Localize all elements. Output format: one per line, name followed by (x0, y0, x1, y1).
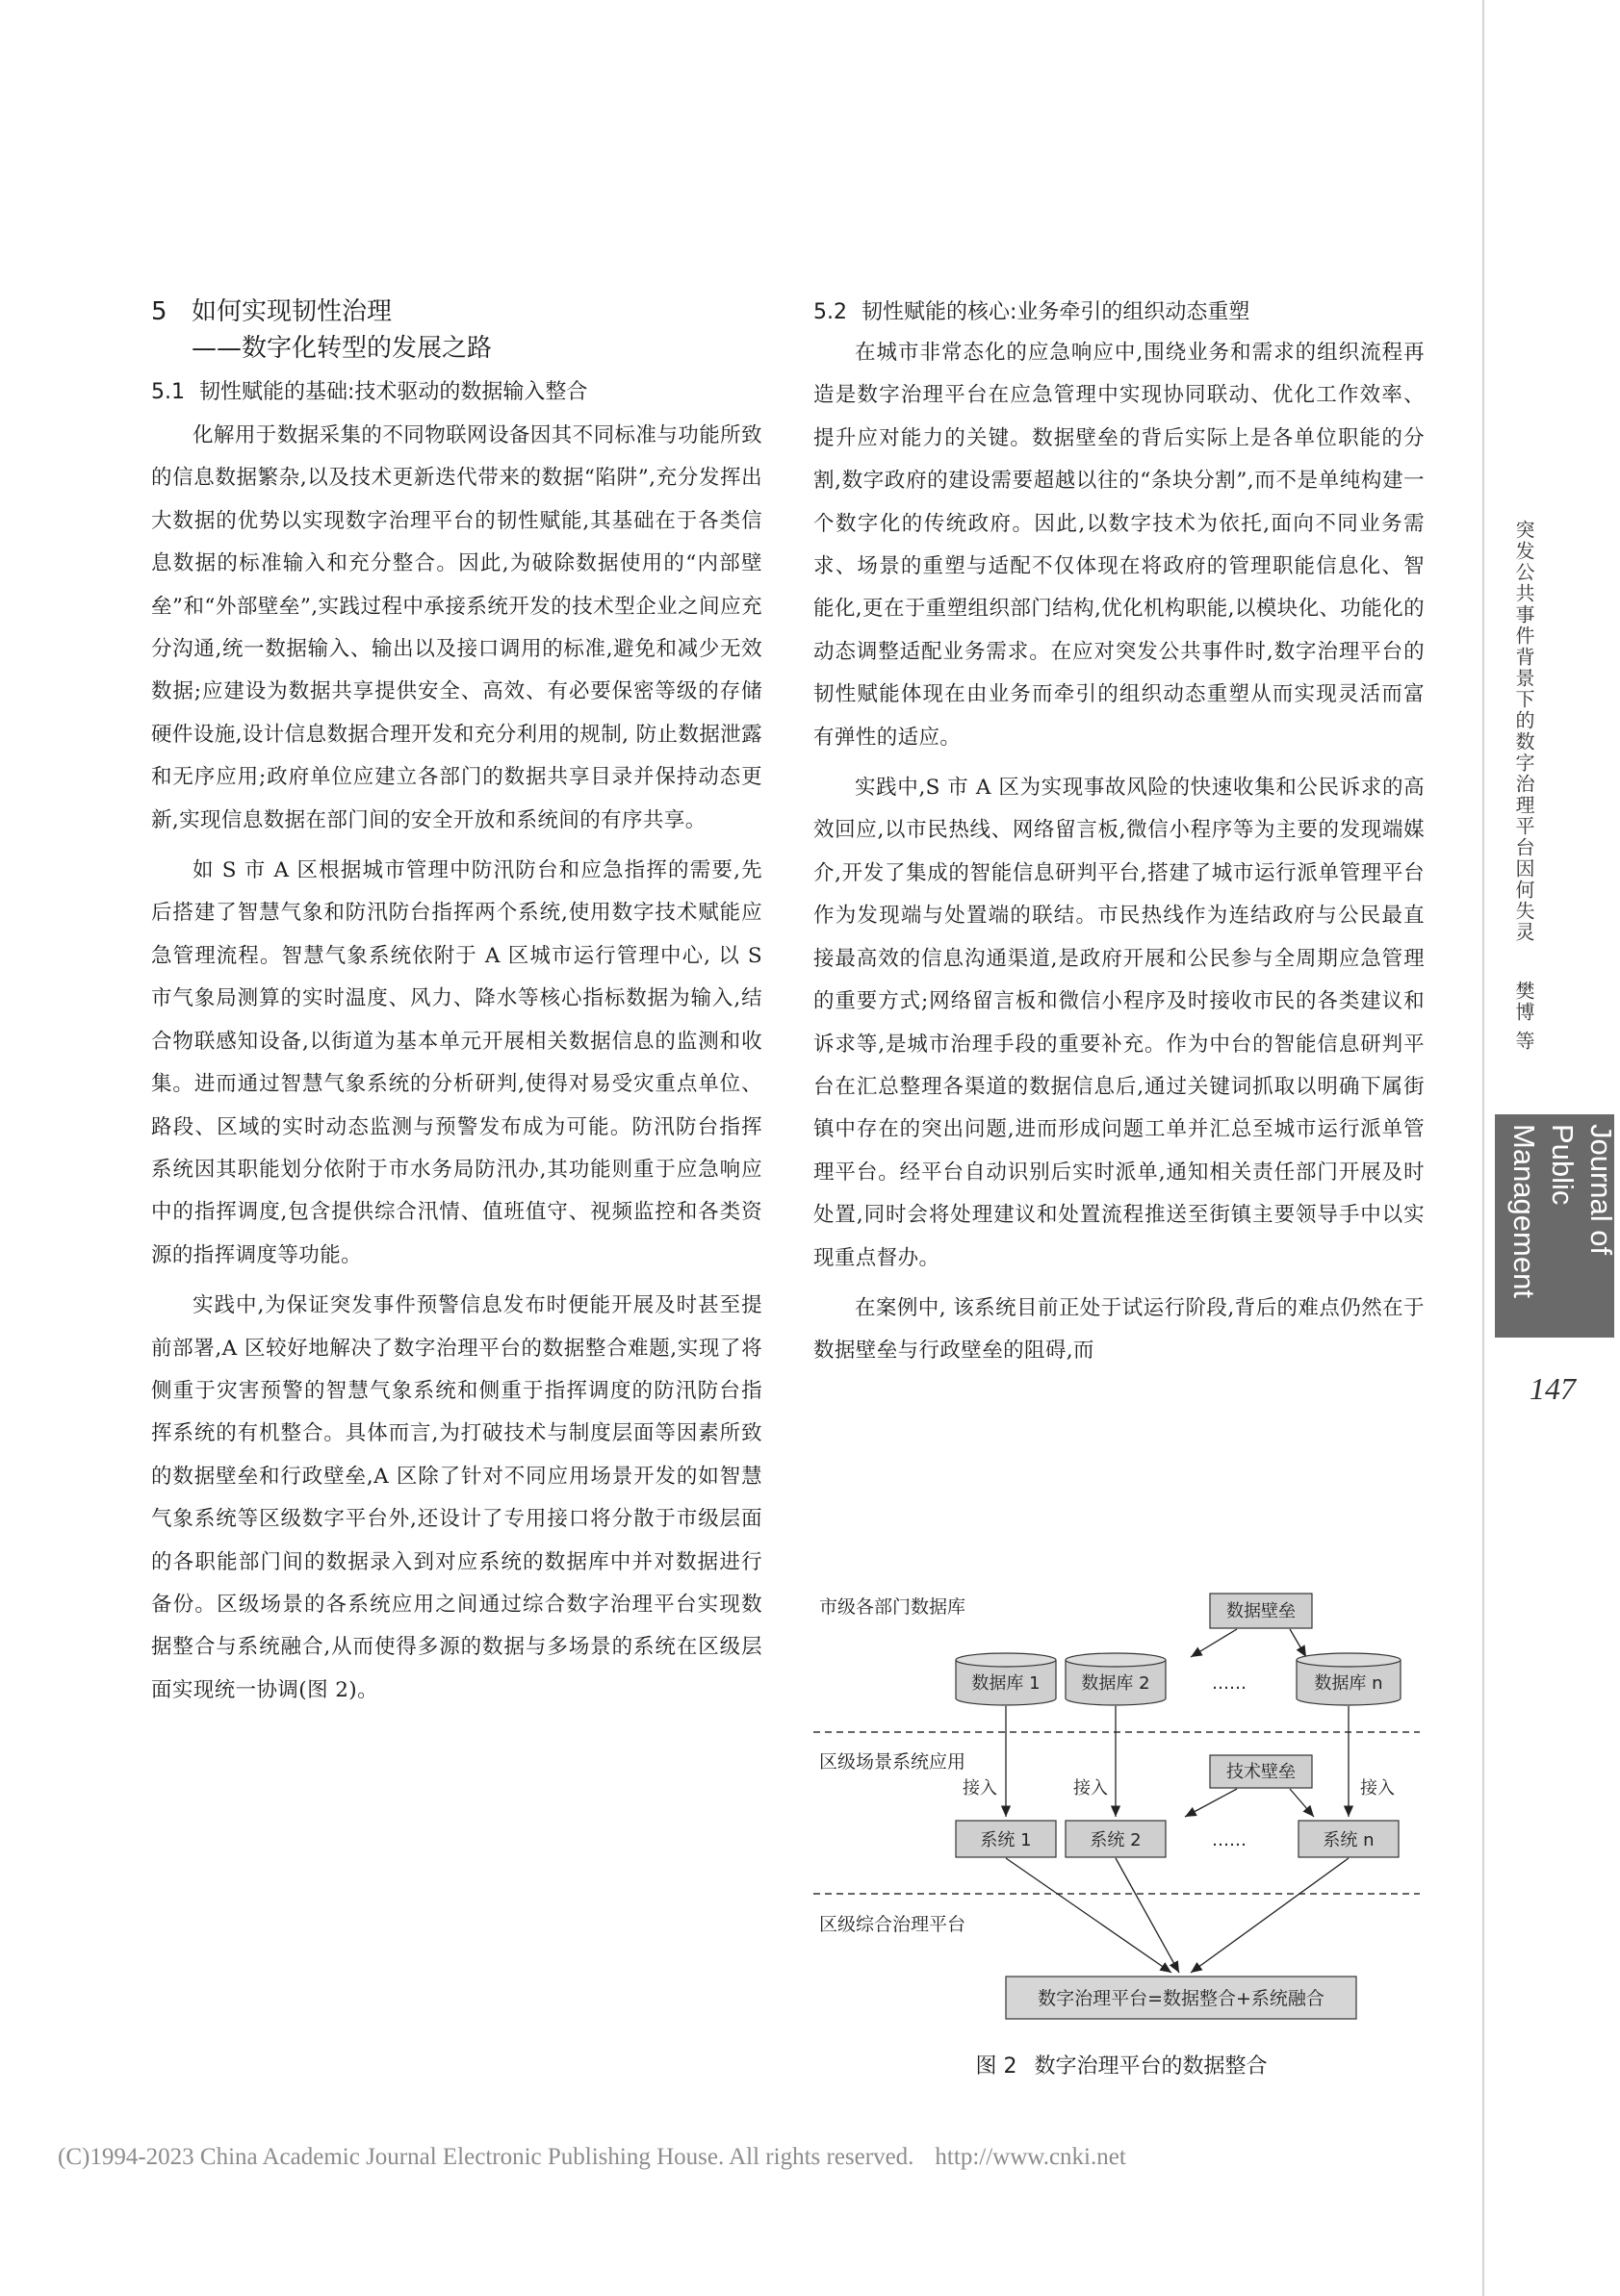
paragraph: 在案例中, 该系统目前正处于试运行阶段,背后的难点仍然在于数据壁垒与行政壁垒的阻碍,而 (813, 1295, 1425, 1364)
subsection-number: 5.1 (151, 380, 185, 404)
integration-arrow (1006, 1858, 1171, 1973)
subsection-title: 韧性赋能的基础:技术驱动的数据输入整合 (199, 380, 588, 404)
section-title: 如何实现韧性治理 (192, 297, 393, 326)
section-number: 5 (151, 297, 167, 326)
system-1-label: 系统 1 (980, 1830, 1032, 1850)
paragraph: 实践中,为保证突发事件预警信息发布时便能开展及时甚至提前部署,A 区较好地解决了数字治理平台的数据整合难题,实现了将侧重于灾害预警的智慧气象系统和侧重于指挥调度的防汛防台指挥系统的有机整合。具体而言,为打破技术与制度层面等因素所致的数据壁垒和行政壁垒,A 区除了针对不同应用场景开发的如智慧气象系统等区级数字平台外,还设计了专用接口将分散于市级层面的各职能部门间的数据录入到对应系统的数据库中并对数据进行备份。区级场景的各系统应用之间通过综合数字治理平台实现数据整合与系统融合,从而使得多源的数据与多场景的系统在区级层面实现统一协调(图 2)。 (151, 1293, 762, 1702)
layer-label-district-apps: 区级场景系统应用 (819, 1751, 966, 1773)
ellipsis: …… (1212, 1673, 1247, 1694)
running-title (1512, 520, 1538, 1053)
margin-rule (1482, 0, 1484, 2296)
subsection-number: 5.2 (813, 300, 847, 324)
section-5-2-heading (813, 293, 1425, 332)
paragraph: 如 S 市 A 区根据城市管理中防汛防台和应急指挥的需要,先后搭建了智慧气象和防汛防台指挥两个系统,使用数字技术赋能应急管理流程。智慧气象系统依附于 A 区城市运行管理中心, 以 S 市气象局测算的实时温度、风力、降水等核心指标数据为输入,结合物联感知设备,以街道为基本单元开展相关数据信息的监测和收集。进而通过智慧气象系统的分析研判,使得对易受灾重点单位、路段、区域的实时动态监测与预警发布成为可能。防汛防台指挥系统因其职能划分依附于市水务局防汛办,其功能则重于应急响应中的指挥调度,包含提供综合汛情、值班值守、视频监控和各类资源的指挥调度等功能。 (151, 858, 762, 1267)
system-n-label: 系统 n (1323, 1830, 1375, 1850)
figure-title: 数字治理平台的数据整合 (1034, 2054, 1268, 2079)
platform-label: 数字治理平台=数据整合+系统融合 (1038, 1988, 1324, 2009)
paragraph: 化解用于数据采集的不同物联网设备因其不同标准与功能所致的信息数据繁杂,以及技术更新迭代带来的数据“陷阱”,充分发挥出大数据的优势以实现数字治理平台的韧性赋能,其基础在于各类信息数据的标准输入和充分整合。因此,为破除数据使用的“内部壁垒”和“外部壁垒”,实践过程中承接系统开发的技术型企业之间应充分沟通,统一数据输入、输出以及接口调用的标准,避免和减少无效数据;应建设为数据共享提供安全、高效、有必要保密等级的存储硬件设施,设计信息数据合理开发和充分利用的规制, 防止数据泄露和无序应用;政府单位应建立各部门的数据共享目录并保持动态更新,实现信息数据在部门间的安全开放和系统间的有序共享。 (151, 423, 762, 832)
running-title-text: 突发公共事件背景下的数字治理平台因何失灵 (1512, 520, 1535, 943)
cnki-url: http://www.cnki.net (935, 2144, 1126, 2170)
figure-2-diagram (813, 1578, 1429, 2040)
database-n (1297, 1653, 1401, 1705)
access-label: 接入 (1073, 1778, 1108, 1799)
figure-number: 图 2 (975, 2054, 1017, 2079)
right-column (813, 293, 1425, 1381)
section-subtitle: ——数字化转型的发展之路 (192, 334, 493, 363)
page-number: 147 (1530, 1371, 1576, 1406)
access-label: 接入 (963, 1778, 997, 1799)
tech-barrier-label: 技术壁垒 (1226, 1762, 1296, 1782)
copyright-text: (C)1994-2023 China Academic Journal Electronic Publishing House. All rights reserved. (58, 2144, 914, 2170)
ellipsis: …… (1212, 1830, 1247, 1850)
copyright-footer (58, 2144, 1463, 2171)
database-n-label: 数据库 n (1314, 1673, 1383, 1694)
subsection-title: 韧性赋能的核心:业务牵引的组织动态重塑 (861, 300, 1250, 324)
figure-2 (813, 1578, 1429, 2117)
left-column (151, 293, 762, 1720)
figure-caption (813, 2050, 1429, 2079)
data-barrier-label: 数据壁垒 (1226, 1601, 1296, 1621)
journal-name: Journal of Public Management (1507, 1124, 1618, 1298)
barrier-arrow (1191, 1629, 1237, 1657)
journal-badge (1495, 1114, 1618, 1338)
access-label: 接入 (1360, 1778, 1395, 1799)
paragraph: 实践中,S 市 A 区为实现事故风险的快速收集和公民诉求的高效回应,以市民热线、网络留言板,微信小程序等为主要的发现端媒介,开发了集成的智能信息研判平台,搭建了城市运行派单管理平台作为发现端与处置端的联结。市民热线作为连结政府与公民最直接最高效的信息沟通渠道,是政府开展和公民参与全周期应急管理的重要方式;网络留言板和微信小程序及时接收市民的各类建议和诉求等,是城市治理手段的重要补充。作为中台的智能信息研判平台在汇总整理各渠道的数据信息后,通过关键词抓取以明确下属街镇中存在的突出问题,进而形成问题工单并汇总至城市运行派单管理平台。经平台自动识别后实时派单,通知相关责任部门开展及时处置,同时会将处理建议和处置流程推送至街镇主要领导手中以实现重点督办。 (813, 776, 1425, 1270)
barrier-arrow (1290, 1629, 1306, 1657)
system-2-label: 系统 2 (1090, 1830, 1142, 1850)
database-2 (1066, 1653, 1166, 1705)
layer-label-district-platform: 区级综合治理平台 (819, 1914, 966, 1935)
database-1-label: 数据库 1 (971, 1673, 1041, 1694)
layer-label-city: 市级各部门数据库 (819, 1596, 966, 1618)
database-2-label: 数据库 2 (1081, 1673, 1150, 1694)
section-5-heading (151, 293, 762, 330)
running-authors: 樊博 等 (1512, 980, 1535, 1053)
barrier-arrow (1290, 1789, 1314, 1817)
integration-arrow (1191, 1858, 1349, 1973)
section-5-1-heading (151, 370, 762, 415)
paragraph: 在城市非常态化的应急响应中,围绕业务和需求的组织流程再造是数字治理平台在应急管理中实现协同联动、优化工作效率、提升应对能力的关键。数据壁垒的背后实际上是各单位职能的分割,数字政府的建设需要超越以往的“条块分割”,而不是单纯构建一个数字化的传统政府。因此,以数字技术为依托,面向不同业务需求、场景的重塑与适配不仅体现在将政府的管理职能信息化、智能化,更在于重塑组织部门结构,优化机构职能,以模块化、功能化的动态调整适配业务需求。在应对突发公共事件时,数字治理平台的韧性赋能体现在由业务而牵引的组织动态重塑从而实现灵活而富有弹性的适应。 (813, 341, 1425, 750)
database-1 (956, 1653, 1056, 1705)
barrier-arrow (1185, 1789, 1237, 1817)
